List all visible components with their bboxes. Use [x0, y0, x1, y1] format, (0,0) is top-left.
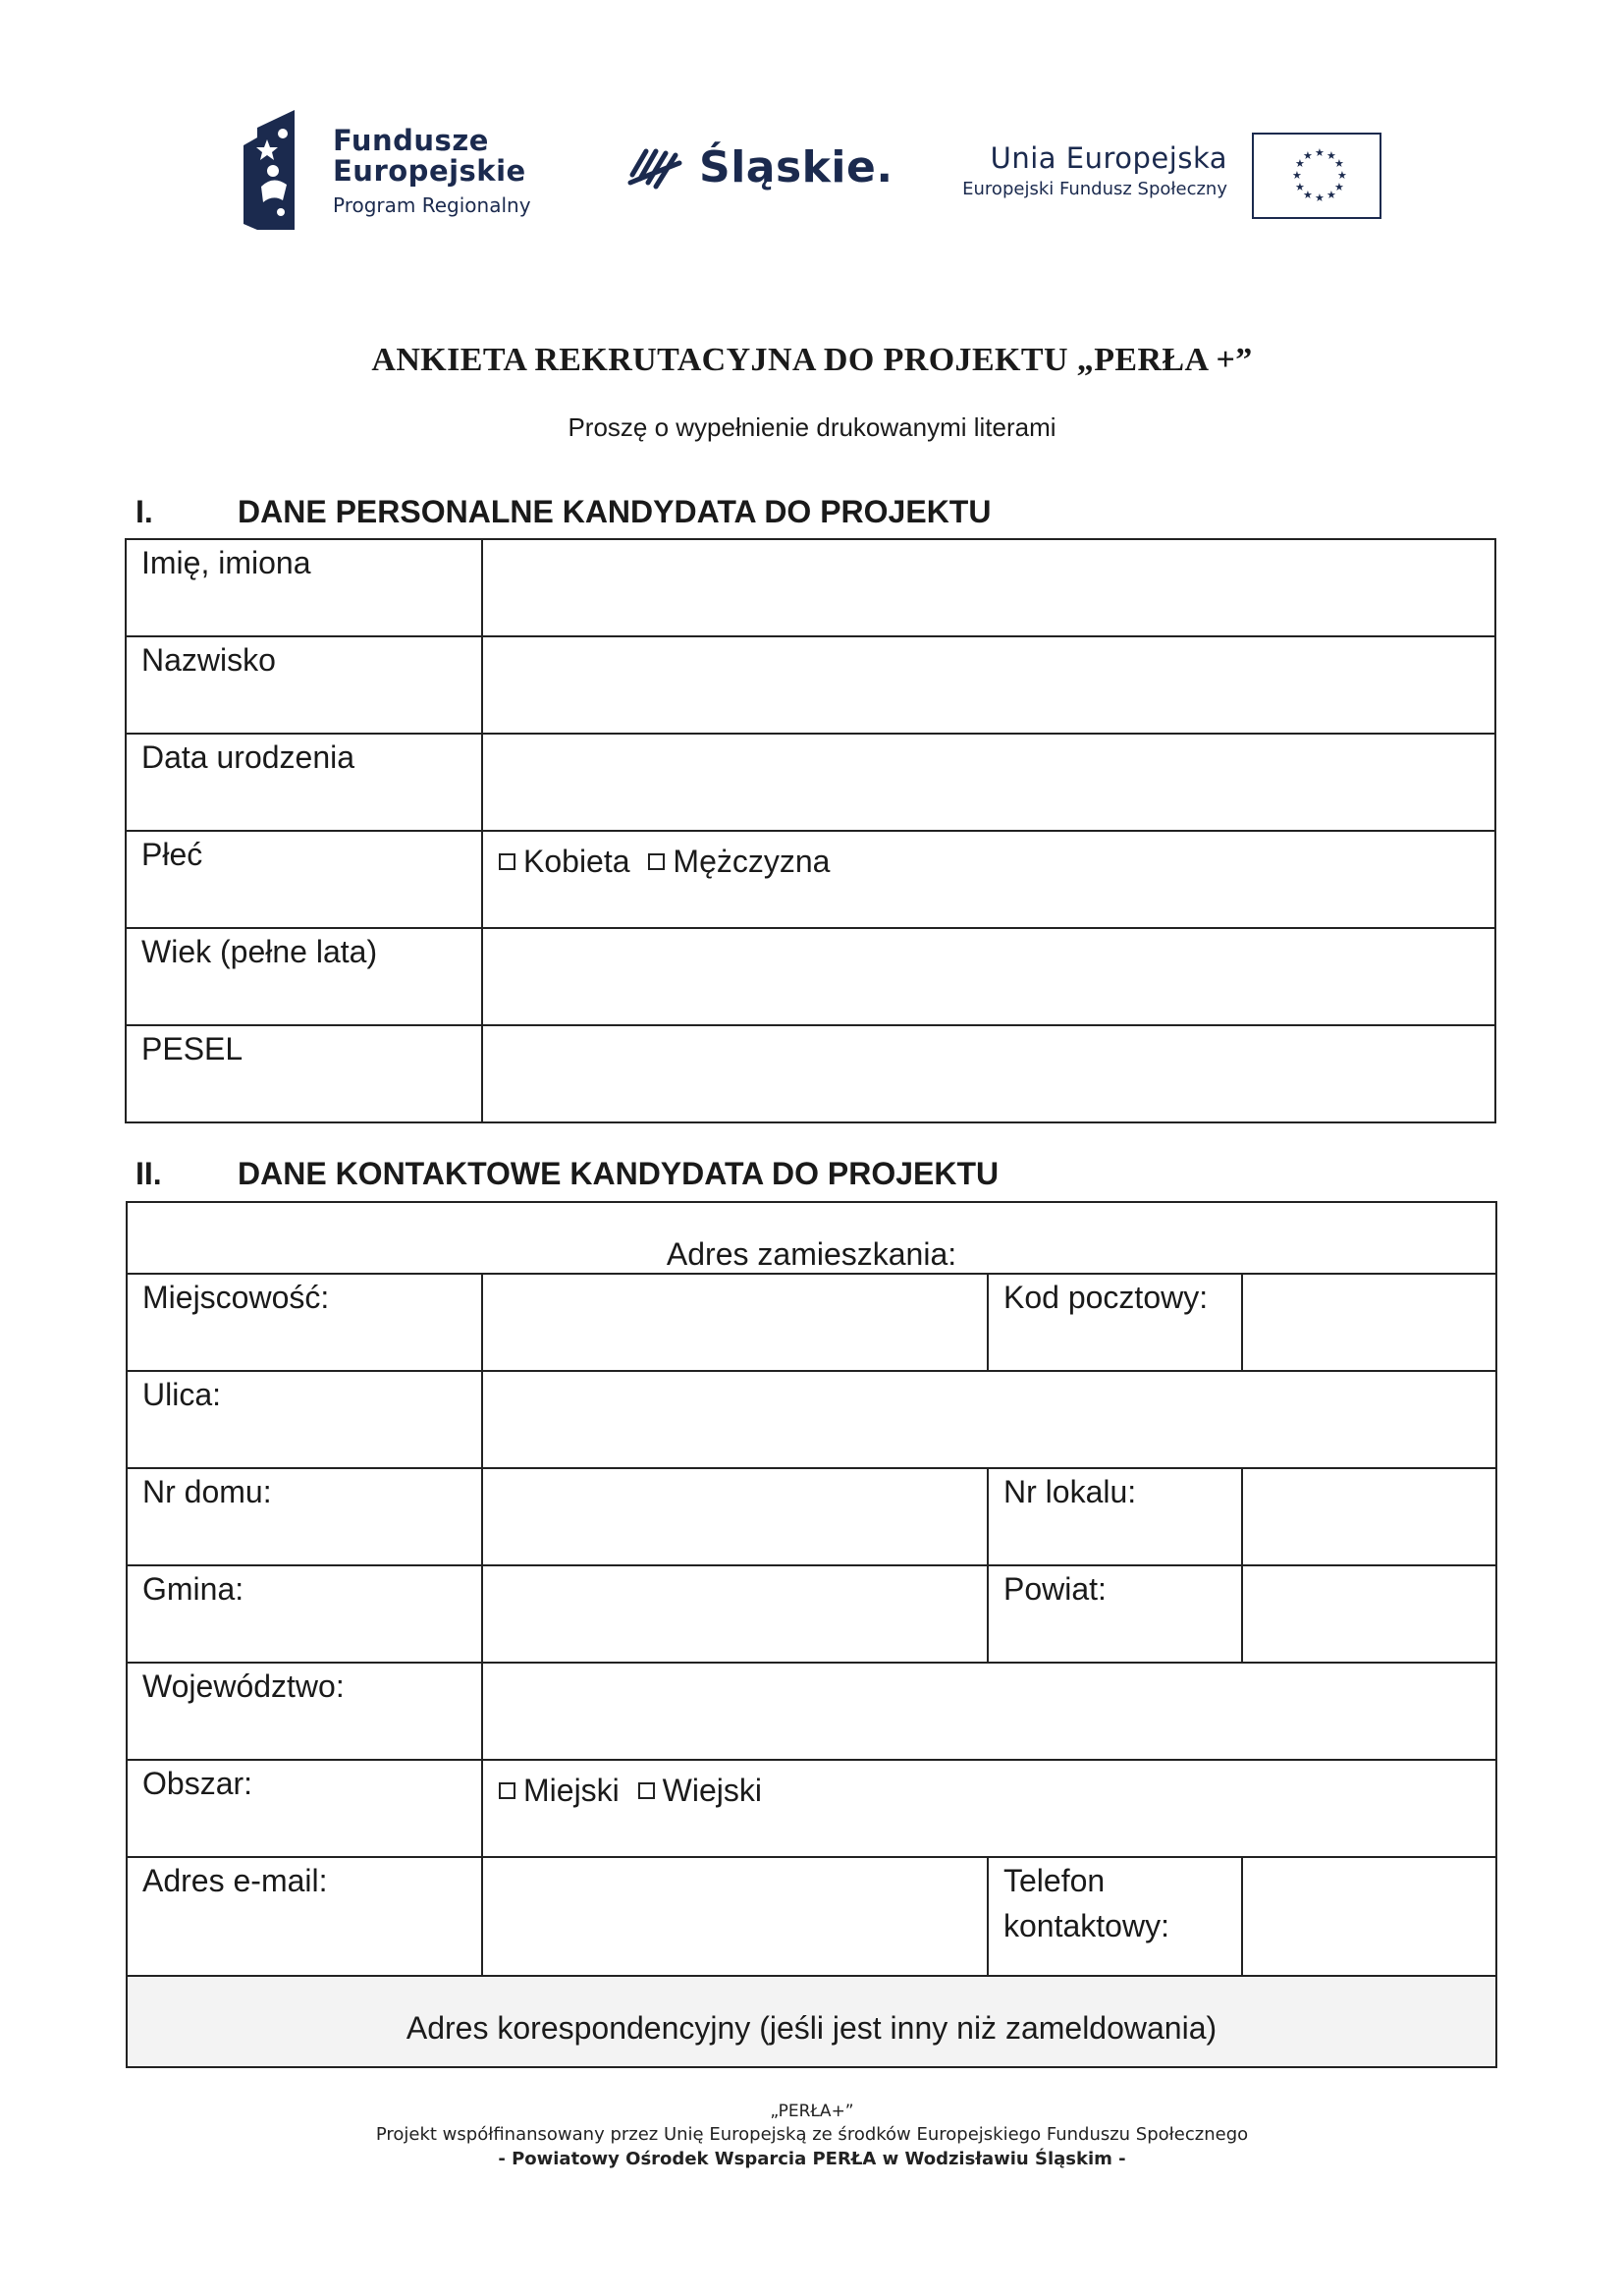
- first-name-input[interactable]: [482, 539, 1495, 636]
- footer-organization: - Powiatowy Ośrodek Wsparcia PERŁA w Wodzisławiu Śląskim -: [498, 2149, 1126, 2169]
- pesel-input[interactable]: [482, 1025, 1495, 1122]
- phone-label: [988, 1857, 1242, 1976]
- section2-number: II.: [135, 1156, 162, 1191]
- city-input[interactable]: [482, 1274, 988, 1371]
- table-row: [127, 1371, 1496, 1468]
- page-title: ANKIETA REKRUTACYJNA DO PROJEKTU „PERŁA +”: [371, 342, 1253, 378]
- table-row: [126, 539, 1495, 636]
- gender-male-label: Mężczyzna: [673, 844, 831, 879]
- apartment-number-input[interactable]: [1242, 1468, 1496, 1565]
- area-rural-checkbox[interactable]: [638, 1782, 655, 1799]
- last-name-input[interactable]: [482, 636, 1495, 734]
- svg-text:★: ★: [1326, 149, 1336, 162]
- pesel-label: PESEL: [126, 1025, 482, 1122]
- svg-text:★: ★: [1334, 157, 1344, 170]
- gender-label: Płeć: [126, 831, 482, 928]
- svg-text:★: ★: [1303, 149, 1313, 162]
- table-row: [127, 1857, 1496, 1976]
- county-input[interactable]: [1242, 1565, 1496, 1663]
- table-row: [126, 734, 1495, 831]
- svg-text:★: ★: [1292, 169, 1302, 182]
- fe-logo-line2: Europejskie: [333, 154, 526, 188]
- section1-heading: [135, 494, 991, 530]
- street-label: Ulica:: [127, 1371, 482, 1468]
- area-label: Obszar:: [127, 1760, 482, 1857]
- table-row: [127, 1468, 1496, 1565]
- table-row: [126, 831, 1495, 928]
- phone-label-line2: kontaktowy:: [1003, 1908, 1169, 1943]
- first-name-label: Imię, imiona: [126, 539, 482, 636]
- voivodeship-label: Województwo:: [127, 1663, 482, 1760]
- area-options: [482, 1760, 1496, 1857]
- section1-title: DANE PERSONALNE KANDYDATA DO PROJEKTU: [238, 494, 992, 529]
- table-row: [127, 1976, 1496, 2067]
- phone-input[interactable]: [1242, 1857, 1496, 1976]
- city-label: Miejscowość:: [127, 1274, 482, 1371]
- svg-text:★: ★: [1334, 181, 1344, 193]
- gender-female-checkbox[interactable]: [499, 853, 515, 870]
- ue-logo-line1: Unia Europejska: [990, 141, 1227, 175]
- fundusze-europejskie-logo: [333, 126, 531, 220]
- contact-data-table: [126, 1201, 1497, 2068]
- eu-flag-icon: [1252, 133, 1381, 219]
- correspondence-address-header: Adres korespondencyjny (jeśli jest inny niż zameldowania): [127, 1976, 1496, 2067]
- age-label: Wiek (pełne lata): [126, 928, 482, 1025]
- svg-text:★: ★: [1326, 189, 1336, 201]
- age-input[interactable]: [482, 928, 1495, 1025]
- birth-date-input[interactable]: [482, 734, 1495, 831]
- table-row: [127, 1565, 1496, 1663]
- voivodeship-input[interactable]: [482, 1663, 1496, 1760]
- svg-text:★: ★: [1295, 181, 1305, 193]
- table-row: [127, 1274, 1496, 1371]
- gender-male-checkbox[interactable]: [648, 853, 665, 870]
- footer: [0, 2100, 1624, 2172]
- page-subtitle: Proszę o wypełnienie drukowanymi literami: [568, 412, 1056, 442]
- footer-project-name: „PERŁA+”: [770, 2102, 854, 2121]
- fe-logo-line1: Fundusze: [333, 124, 489, 157]
- table-row: [126, 1025, 1495, 1122]
- street-input[interactable]: [482, 1371, 1496, 1468]
- area-urban-label: Miejski: [523, 1773, 620, 1808]
- section2-title: DANE KONTAKTOWE KANDYDATA DO PROJEKTU: [238, 1156, 1000, 1191]
- postal-code-label: Kod pocztowy:: [988, 1274, 1242, 1371]
- slaskie-logo-text: Śląskie.: [699, 142, 893, 192]
- birth-date-label: Data urodzenia: [126, 734, 482, 831]
- area-rural-label: Wiejski: [662, 1773, 762, 1808]
- ue-logo-line2: Europejski Fundusz Społeczny: [962, 179, 1227, 199]
- fundusze-europejskie-logo-icon: [244, 110, 306, 230]
- section2-heading: [135, 1156, 999, 1192]
- table-row: [127, 1663, 1496, 1760]
- svg-text:★: ★: [1337, 169, 1347, 182]
- fe-logo-line3: Program Regionalny: [333, 193, 531, 217]
- table-row: [126, 636, 1495, 734]
- postal-code-input[interactable]: [1242, 1274, 1496, 1371]
- commune-label: Gmina:: [127, 1565, 482, 1663]
- house-number-label: Nr domu:: [127, 1468, 482, 1565]
- email-label: Adres e-mail:: [127, 1857, 482, 1976]
- unia-europejska-logo: [884, 141, 1227, 204]
- email-input[interactable]: [482, 1857, 988, 1976]
- gender-options: [482, 831, 1495, 928]
- last-name-label: Nazwisko: [126, 636, 482, 734]
- table-row: [127, 1202, 1496, 1274]
- gender-female-label: Kobieta: [523, 844, 630, 879]
- svg-text:★: ★: [1315, 146, 1325, 159]
- svg-text:★: ★: [1295, 157, 1305, 170]
- table-row: [126, 928, 1495, 1025]
- svg-text:★: ★: [1315, 191, 1325, 204]
- personal-data-table: [125, 538, 1496, 1123]
- table-row: [127, 1760, 1496, 1857]
- section1-number: I.: [135, 494, 153, 529]
- commune-input[interactable]: [482, 1565, 988, 1663]
- svg-text:★: ★: [1303, 189, 1313, 201]
- footer-funding: Projekt współfinansowany przez Unię Europejską ze środków Europejskiego Funduszu Społecznego: [375, 2124, 1249, 2145]
- county-label: Powiat:: [988, 1565, 1242, 1663]
- phone-label-line1: Telefon: [1003, 1863, 1106, 1898]
- house-number-input[interactable]: [482, 1468, 988, 1565]
- apartment-number-label: Nr lokalu:: [988, 1468, 1242, 1565]
- area-urban-checkbox[interactable]: [499, 1782, 515, 1799]
- residence-address-header: Adres zamieszkania:: [127, 1202, 1496, 1274]
- slaskie-logo-icon: [624, 137, 683, 196]
